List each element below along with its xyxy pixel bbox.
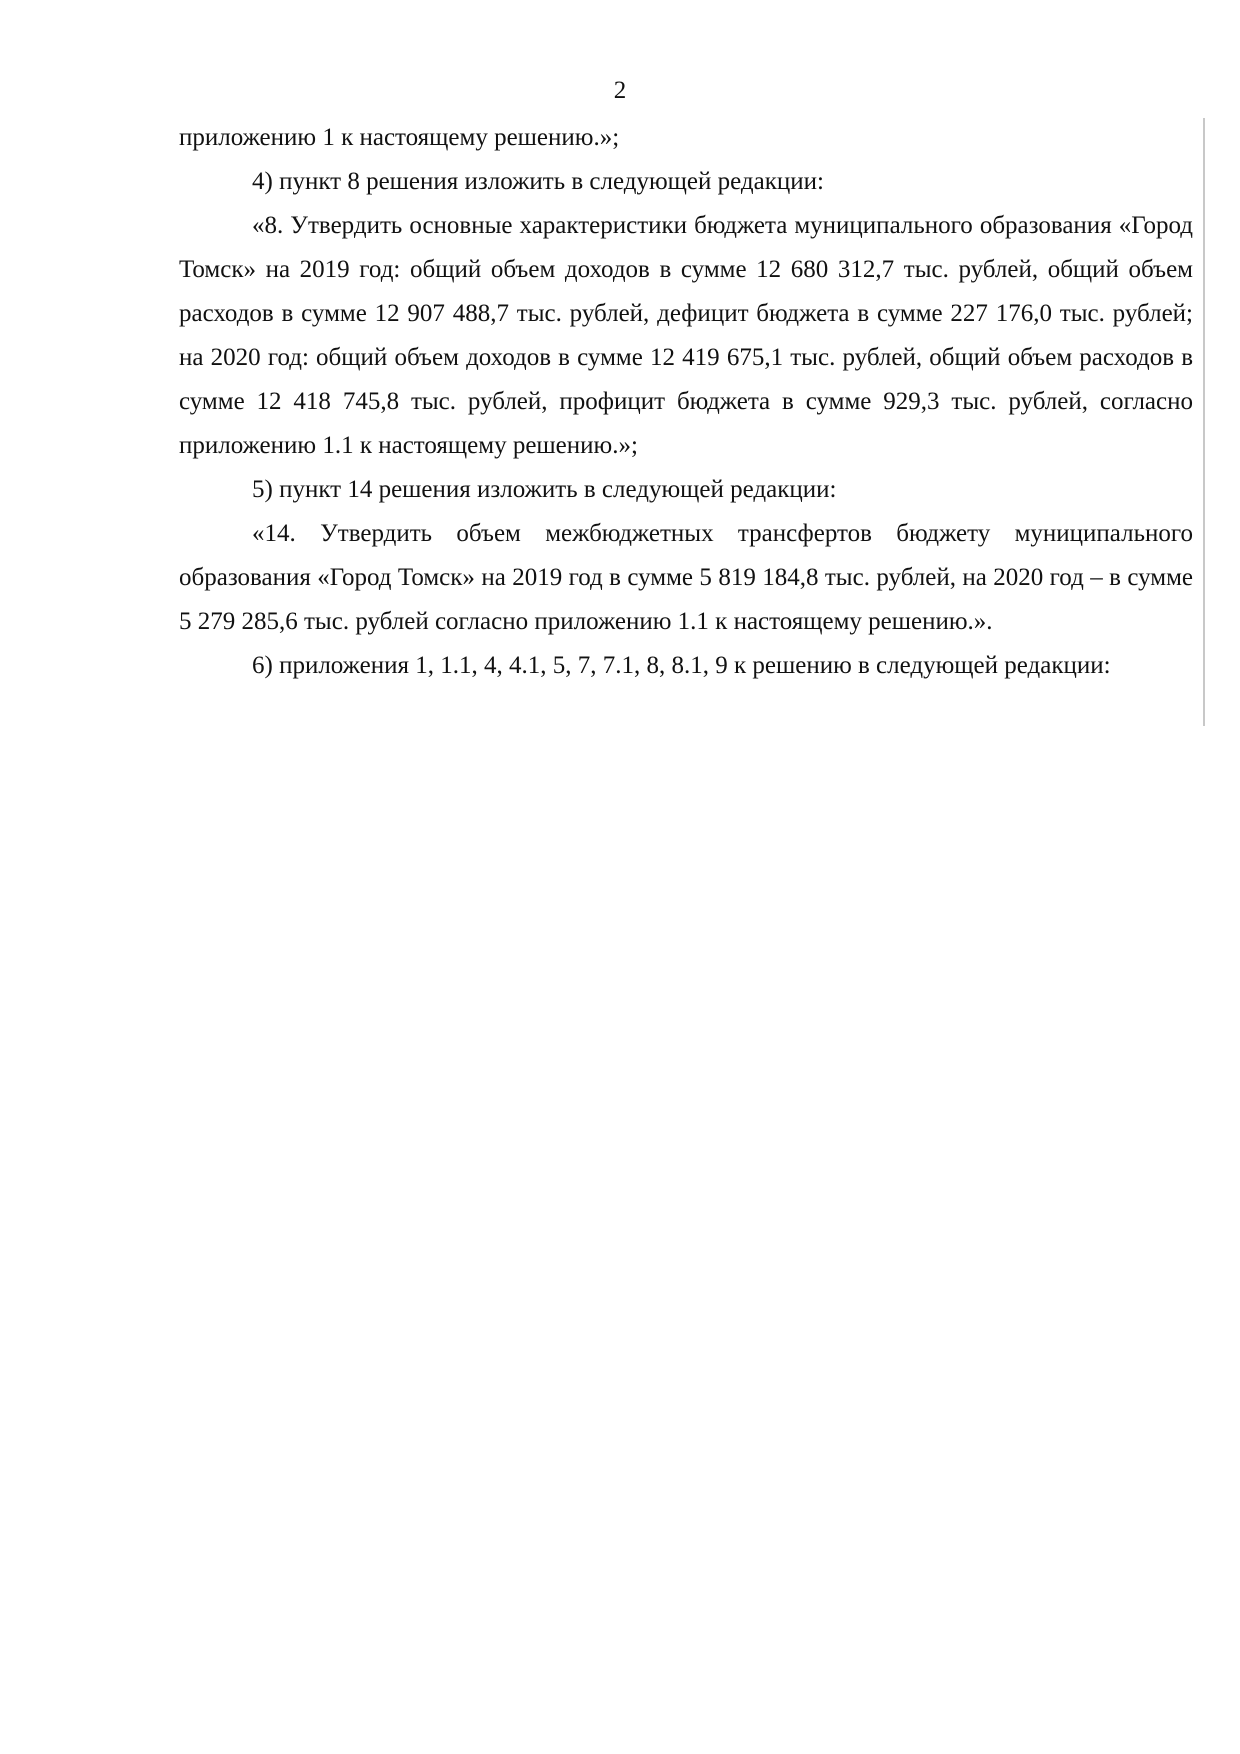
paragraph-clause-14: «14. Утвердить объем межбюджетных трансфертов бюджету муниципального образования «Город Томск» на 2019 год в сумме 5 819 184,8 тыс. рублей, на 2020 год – в сумме 5 279 285,6 тыс. рублей согласно приложению 1.1 к настоящему решению.». [179,520,1193,635]
paragraph-clause-8: «8. Утвердить основные характеристики бюджета муниципального образования «Город Томск» на 2019 год: общий объем доходов в сумме 12 680 312,7 тыс. рублей, общий объем расходов в сумме 12 907 488,7 тыс. рублей, дефицит бюджета в сумме 227 176,0 тыс. рублей; на 2020 год: общий объем доходов в сумме 12 419 675,1 тыс. рублей, общий объем расходов в сумме 12 418 745,8 тыс. рублей, профицит бюджета в сумме 929,3 тыс. рублей, согласно приложению 1.1 к настоящему решению.»; [179,212,1193,459]
paragraph-item-4: 4) пункт 8 решения изложить в следующей редакции: [252,168,824,195]
paragraph-item-5: 5) пункт 14 решения изложить в следующей редакции: [252,476,837,503]
page-number: 2 [613,77,627,104]
paragraph-item-6: 6) приложения 1, 1.1, 4, 4.1, 5, 7, 7.1, 8, 8.1, 9 к решению в следующей редакции: [252,652,1111,679]
margin-rule [1203,118,1205,726]
document-body [179,116,1193,688]
paragraph-continuation: приложению 1 к настоящему решению.»; [179,124,620,151]
